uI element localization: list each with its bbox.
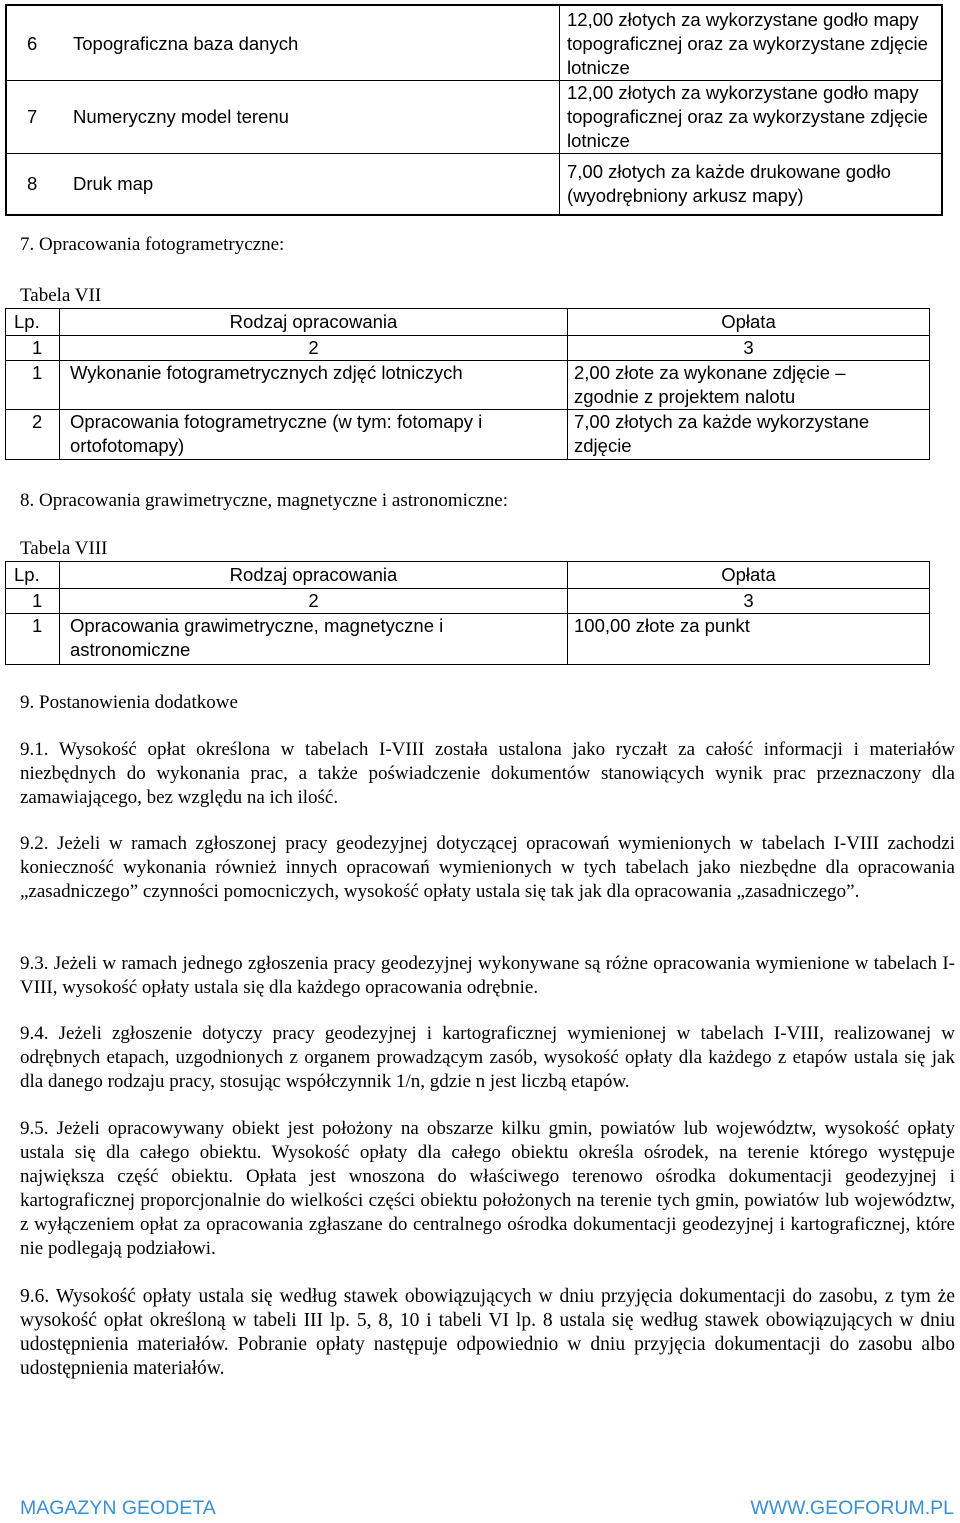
table-row (6, 361, 930, 410)
row-name: Wykonanie fotogrametrycznych zdjęć lotniczych (60, 361, 568, 410)
section-heading-8: 8. Opracowania grawimetryczne, magnetyczne i astronomiczne: (20, 490, 508, 511)
table-caption-vii: Tabela VII (20, 285, 102, 306)
column-number-row (6, 336, 930, 361)
footer-magazine-name: MAGAZYN GEODETA (20, 1497, 216, 1519)
fees-table-continuation (5, 4, 943, 216)
row-name: Druk map (67, 154, 560, 216)
paragraph-9-1: 9.1. Wysokość opłat określona w tabelach I-VIII została ustalona jako ryczałt za całość informacji i materiałów niezbędnych do wykonania prac, a także poświadczenie dokumentów stanowiących wynik prac przeznaczony dla zamawiającego, bez względu na ich ilość. (20, 739, 955, 808)
header-lp: Lp. (6, 562, 60, 589)
row-lp: 7 (6, 81, 67, 154)
row-fee: 7,00 złotych za każde drukowane godło (wyodrębniony arkusz mapy) (560, 154, 943, 216)
row-fee: 100,00 złote za punkt (568, 614, 930, 665)
footer-website-link[interactable]: WWW.GEOFORUM.PL (750, 1497, 954, 1519)
section-heading-9: 9. Postanowienia dodatkowe (20, 692, 238, 713)
table-row (6, 614, 930, 665)
table-row (6, 154, 942, 216)
table-header-row (6, 562, 930, 589)
header-type: Rodzaj opracowania (60, 309, 568, 336)
header-fee: Opłata (568, 562, 930, 589)
table-row (6, 81, 942, 154)
table-vii (5, 308, 930, 460)
row-name: Opracowania grawimetryczne, magnetyczne i astronomiczne (60, 614, 568, 665)
row-lp: 6 (6, 5, 67, 81)
col-number: 1 (6, 589, 60, 614)
row-fee: 12,00 złotych za wykorzystane godło mapy topograficznej oraz za wykorzystane zdjęcie lotnicze (560, 81, 943, 154)
paragraph-9-2: 9.2. Jeżeli w ramach zgłoszonej pracy geodezyjnej dotyczącej opracowań wymienionych w tabelach I-VIII zachodzi konieczność wykonania również innych opracowań wymienionych w tych tabelach jako niezbędne dla opracowania „zasadniczego” czynności pomocniczych, wysokość opłaty ustala się tak jak dla opracowania „zasadniczego”. (20, 833, 955, 902)
paragraph-9-3: 9.3. Jeżeli w ramach jednego zgłoszenia pracy geodezyjnej wykonywane są różne opracowania wymienione w tabelach I-VIII, wysokość opłaty ustala się dla każdego opracowania odrębnie. (20, 953, 955, 998)
table-row (6, 5, 942, 81)
row-lp: 8 (6, 154, 67, 216)
table-caption-viii: Tabela VIII (20, 538, 108, 559)
row-lp: 2 (6, 410, 60, 460)
row-fee: 7,00 złotych za każde wykorzystane zdjęcie (568, 410, 930, 460)
col-number: 2 (60, 589, 568, 614)
row-name: Opracowania fotogrametryczne (w tym: fotomapy i ortofotomapy) (60, 410, 568, 460)
col-number: 1 (6, 336, 60, 361)
paragraph-9-4: 9.4. Jeżeli zgłoszenie dotyczy pracy geodezyjnej i kartograficznej wymienionej w tabelach I-VIII, realizowanej w odrębnych etapach, uzgodnionych z organem prowadzącym zasób, wysokość opłaty dla każdego z etapów ustala się jak dla danego rodzaju pracy, stosując współczynnik 1/n, gdzie n jest liczbą etapów. (20, 1023, 955, 1092)
row-lp: 1 (6, 361, 60, 410)
column-number-row (6, 589, 930, 614)
paragraph-9-6: 9.6. Wysokość opłaty ustala się według stawek obowiązujących w dniu przyjęcia dokumentacji do zasobu, z tym że wysokość opłat określoną w tabeli III lp. 5, 8, 10 i tabeli VI lp. 8 ustala się według stawek obowiązujących w dniu udostępnienia materiałów. Pobranie opłaty następuje odpowiednio w dniu przyjęcia dokumentacji do zasobu albo udostępnienia materiałów. (20, 1286, 955, 1379)
header-lp: Lp. (6, 309, 60, 336)
table-viii (5, 561, 930, 665)
header-fee: Opłata (568, 309, 930, 336)
row-name: Topograficzna baza danych (67, 5, 560, 81)
header-type: Rodzaj opracowania (60, 562, 568, 589)
row-lp: 1 (6, 614, 60, 665)
section-heading-7: 7. Opracowania fotogrametryczne: (20, 234, 285, 255)
table-row (6, 410, 930, 460)
col-number: 3 (568, 589, 930, 614)
col-number: 3 (568, 336, 930, 361)
row-name: Numeryczny model terenu (67, 81, 560, 154)
row-fee: 2,00 złote za wykonane zdjęcie – zgodnie z projektem nalotu (568, 361, 930, 410)
col-number: 2 (60, 336, 568, 361)
paragraph-9-5: 9.5. Jeżeli opracowywany obiekt jest położony na obszarze kilku gmin, powiatów lub województw, wysokość opłaty ustala się dla całego obiektu. Wysokość opłaty dla całego obiektu określa ośrodek, na terenie którego występuje największa część obiektu. Opłata jest wnoszona do właściwego terenowo ośrodka dokumentacji geodezyjnej i kartograficznej proporcjonalnie do wielkości części obiektu położonych na terenie tych gmin, powiatów lub województw, z wyłączeniem opłat za opracowania zgłaszane do centralnego ośrodka dokumentacji geodezyjnej i kartograficznej, które nie podlegają podziałowi. (20, 1118, 955, 1259)
table-header-row (6, 309, 930, 336)
row-fee: 12,00 złotych za wykorzystane godło mapy topograficznej oraz za wykorzystane zdjęcie lotnicze (560, 5, 943, 81)
